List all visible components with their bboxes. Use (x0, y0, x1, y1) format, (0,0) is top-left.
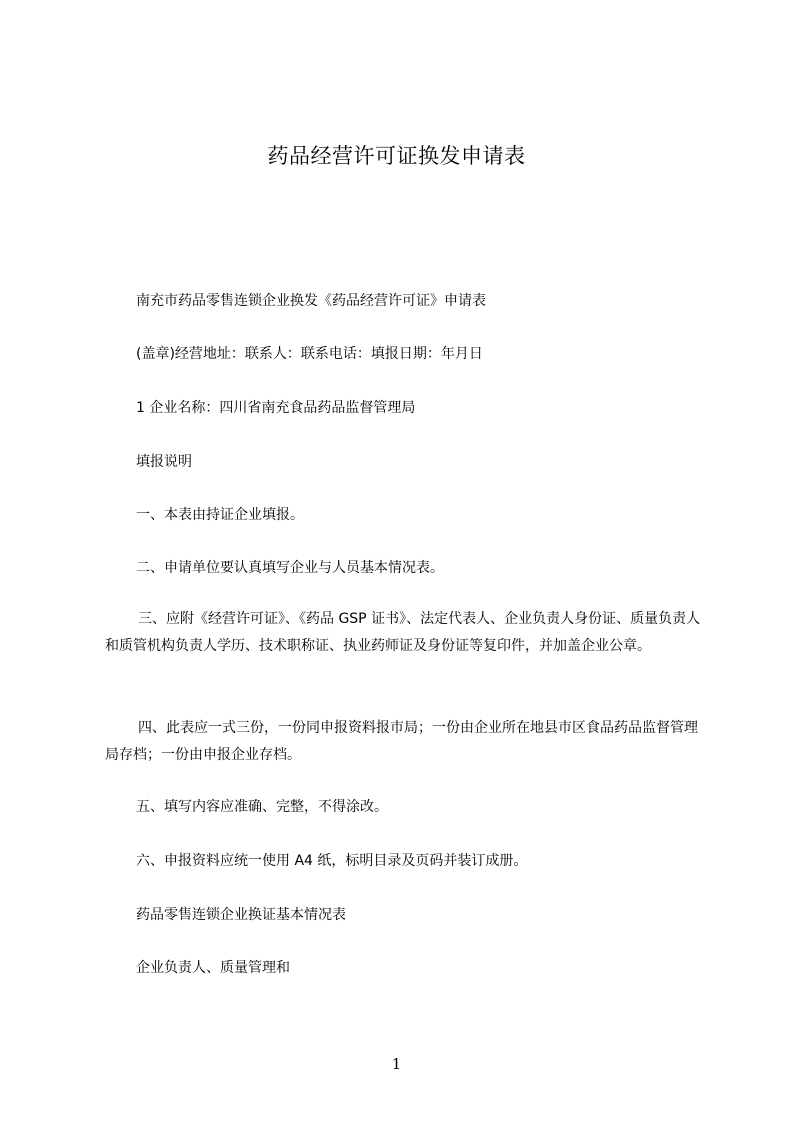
instruction-item-6: 六、申报资料应统一使用 A4 纸，标明目录及页码并装订成册。 (136, 853, 528, 869)
table-title: 药品零售连锁企业换证基本情况表 (136, 907, 346, 923)
enterprise-name-line: 1 企业名称：四川省南充食品药品监督管理局 (136, 400, 416, 416)
instructions-heading: 填报说明 (136, 454, 192, 470)
instruction-item-3: 三、应附《经营许可证》、《药品 GSP 证书》、法定代表人、企业负责人身份证、质量负责人和质管机构负责人学历、技术职称证、执业药师证及身份证等复印件，并加盖企业公章。 (105, 611, 701, 654)
page-title: 药品经营许可证换发申请表 (267, 144, 526, 168)
instruction-item-5: 五、填写内容应准确、完整，不得涂改。 (136, 799, 388, 815)
instruction-item-4: 四、此表应一式三份，一份同申报资料报市局；一份由企业所在地县市区食品药品监督管理局存档；一份由申报企业存档。 (105, 720, 698, 763)
form-header-fields: (盖章)经营地址：联系人：联系电话：填报日期：年月日 (136, 346, 483, 362)
form-subtitle: 南充市药品零售连锁企业换发《药品经营许可证》申请表 (136, 293, 486, 309)
page-number: 1 (391, 1055, 402, 1073)
instruction-item-1: 一、本表由持证企业填报。 (136, 507, 304, 523)
instruction-item-2: 二、申请单位要认真填写企业与人员基本情况表。 (136, 560, 444, 576)
last-line: 企业负责人、质量管理和 (136, 960, 290, 976)
